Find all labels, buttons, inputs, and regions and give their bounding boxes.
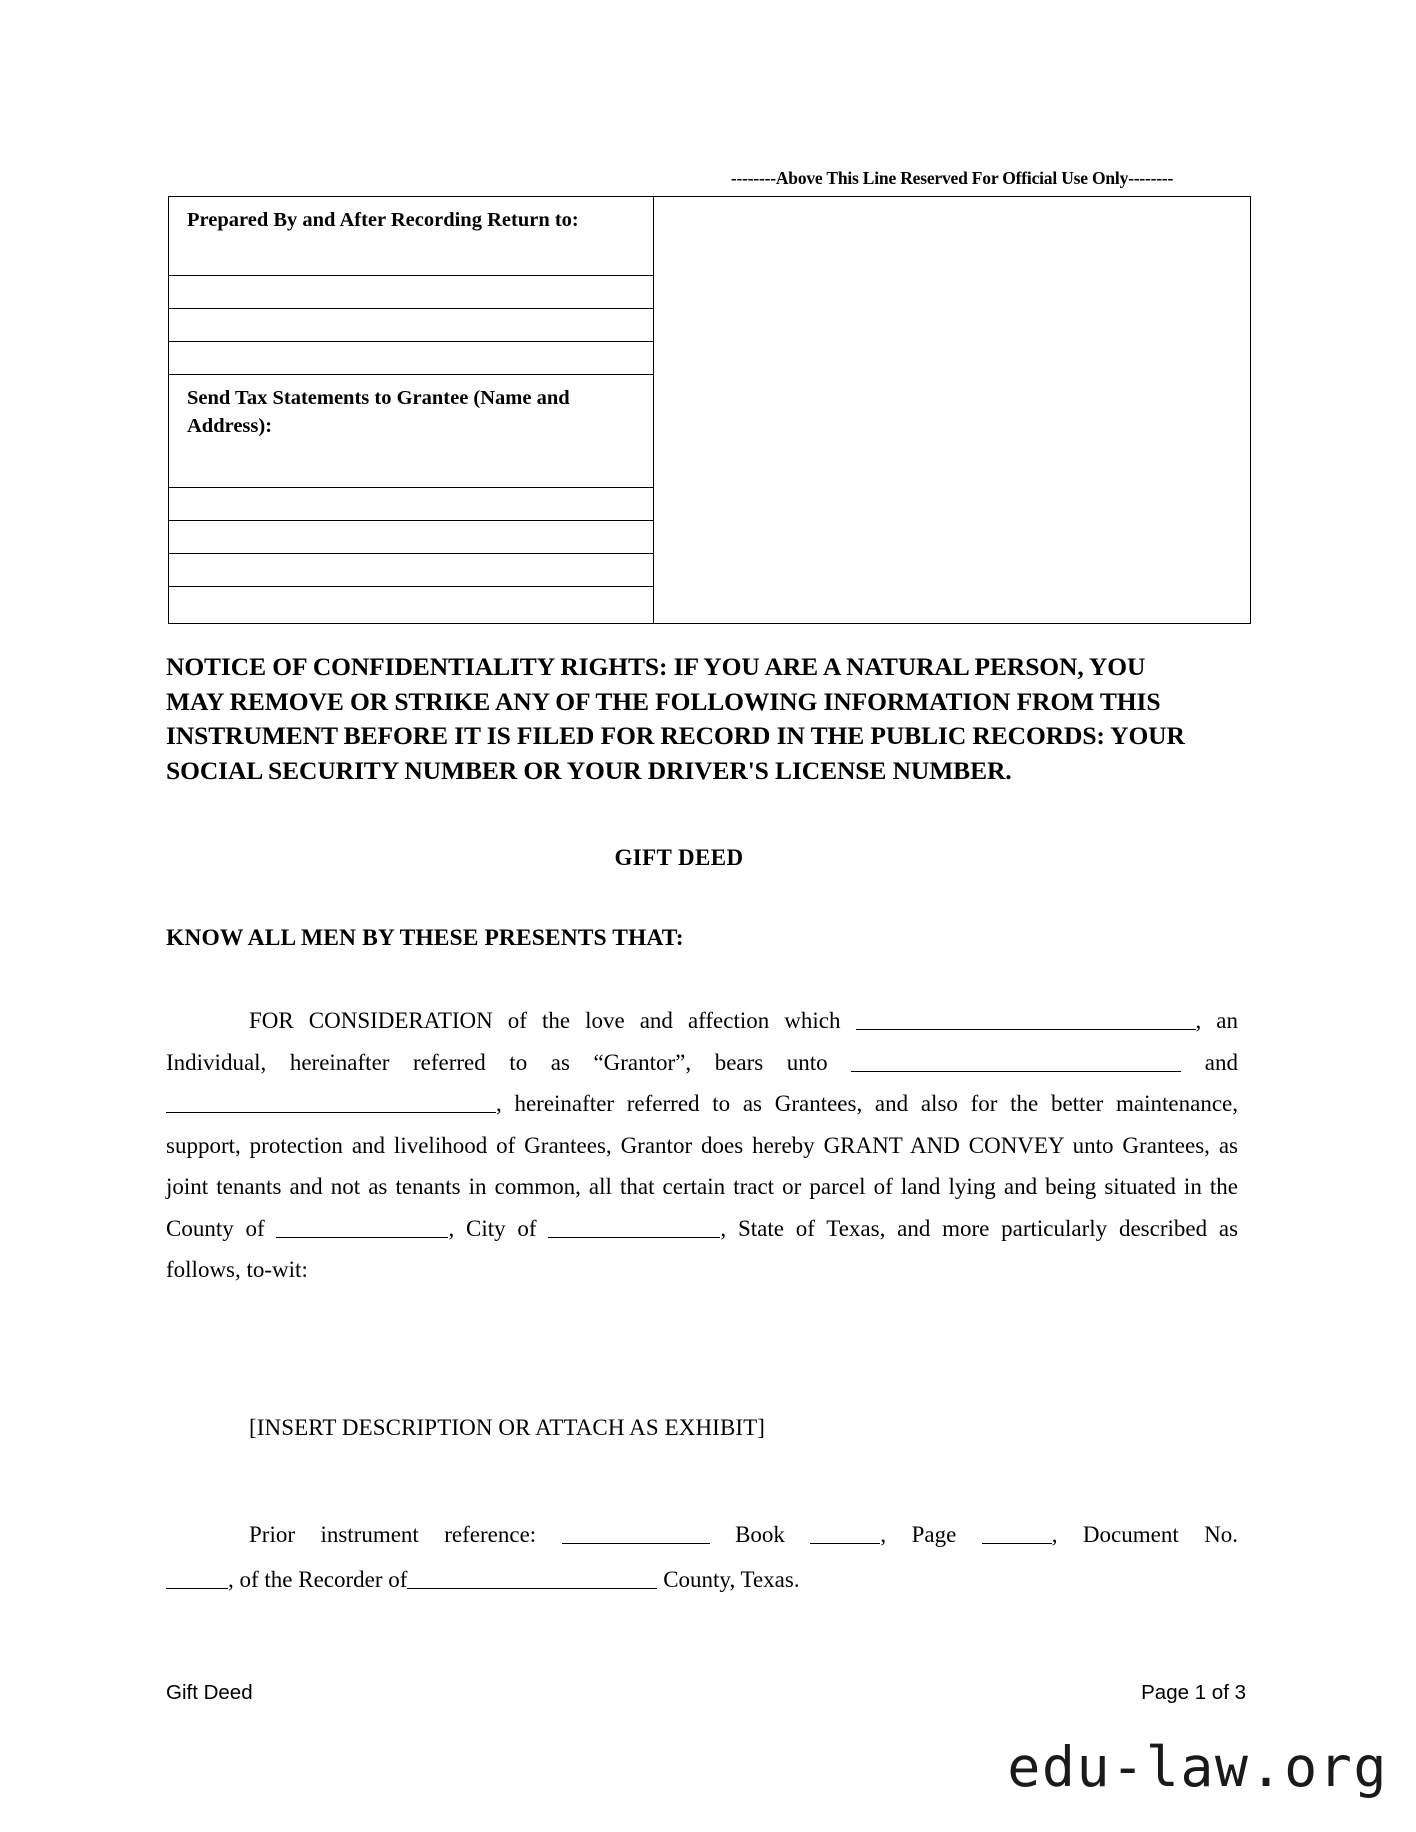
city-blank[interactable] — [548, 1212, 720, 1237]
send-tax-line-1[interactable] — [169, 488, 654, 521]
send-tax-cell — [169, 375, 654, 488]
prior-instrument-blank[interactable] — [562, 1519, 710, 1544]
footer-document-name: Gift Deed — [166, 1681, 253, 1704]
body-seg-6: , State of Texas, and more particularly described as follows, to-wit: — [166, 1215, 1239, 1282]
table-row — [169, 197, 1251, 276]
prior-instrument-line-2 — [166, 1557, 1238, 1602]
document-no-blank[interactable] — [166, 1564, 228, 1589]
county-texas-label: County, Texas. — [663, 1567, 800, 1592]
prior-instrument-line-1 — [166, 1512, 1238, 1557]
prepared-by-cell — [169, 197, 654, 276]
footer-page-number: Page 1 of 3 — [1141, 1681, 1246, 1704]
main-body — [166, 1000, 1238, 1291]
prepared-by-line-1[interactable] — [169, 276, 654, 309]
body-seg-5: , City of — [448, 1215, 537, 1241]
county-blank[interactable] — [276, 1212, 448, 1237]
prior-instrument-block — [166, 1512, 1238, 1602]
body-seg-1: FOR CONSIDERATION of the love and affection which — [249, 1008, 841, 1033]
page-blank[interactable] — [982, 1519, 1052, 1544]
know-all-men-heading: KNOW ALL MEN BY THESE PRESENTS THAT: — [166, 925, 684, 951]
send-tax-line-3[interactable] — [169, 554, 654, 587]
body-seg-3: and — [1204, 1049, 1239, 1075]
grantor-name-blank[interactable] — [856, 1005, 1196, 1030]
exhibit-placeholder: [INSERT DESCRIPTION OR ATTACH AS EXHIBIT] — [249, 1415, 766, 1440]
recorder-county-blank[interactable] — [407, 1564, 657, 1589]
official-use-cell — [654, 168, 1251, 624]
page-title: GIFT DEED — [614, 845, 744, 870]
recorder-label: , of the Recorder of — [228, 1567, 408, 1592]
prepared-by-line-3[interactable] — [169, 342, 654, 375]
prepared-by-line-2[interactable] — [169, 309, 654, 342]
book-blank[interactable] — [810, 1519, 880, 1544]
official-use-wrap — [654, 168, 1250, 189]
grantee-1-blank[interactable] — [851, 1046, 1181, 1071]
confidentiality-notice: NOTICE OF CONFIDENTIALITY RIGHTS: IF YOU ARE A NATURAL PERSON, YOU MAY REMOVE OR STRIKE ANY OF THE FOLLOWING INFORMATION FROM THIS INSTRUMENT BEFORE IT IS FILED FOR RECORD IN THE PUBLIC RECORDS: YOUR SOCIAL SECURITY NUMBER OR YOUR DRIVER'S LICENSE NUMBER. — [166, 652, 1185, 786]
official-use-note: --------Above This Line Reserved For Official Use Only-------- — [730, 168, 1174, 188]
book-label: Book — [735, 1522, 785, 1547]
document-no-label: , Document No. — [1051, 1522, 1239, 1547]
send-tax-line-2[interactable] — [169, 521, 654, 554]
consideration-paragraph — [166, 1000, 1238, 1291]
prepared-by-label: Prepared By and After Recording Return to: — [187, 209, 579, 231]
grantee-2-blank[interactable] — [166, 1088, 496, 1113]
send-tax-line-4[interactable] — [169, 587, 654, 624]
body-seg-2: , an Individual, hereinafter referred to as “Grantor”, bears unto — [166, 1008, 1238, 1075]
send-tax-label: Send Tax Statements to Grantee (Name and Address): — [187, 387, 570, 437]
body-seg-4: , hereinafter referred to as Grantees, and also for the better maintenance, support, protection and livelihood of Grantees, Grantor does hereby GRANT AND CONVEY unto Grantees, as joint tenants and not as tenants in common, all that certain tract or parcel of land lying and being situated in the County of — [166, 1091, 1238, 1241]
site-watermark: edu-law.org — [1007, 1735, 1388, 1799]
page-label: , Page — [880, 1522, 957, 1547]
recording-info-table — [168, 168, 1251, 624]
prior-reference-label: Prior instrument reference: — [249, 1522, 537, 1547]
